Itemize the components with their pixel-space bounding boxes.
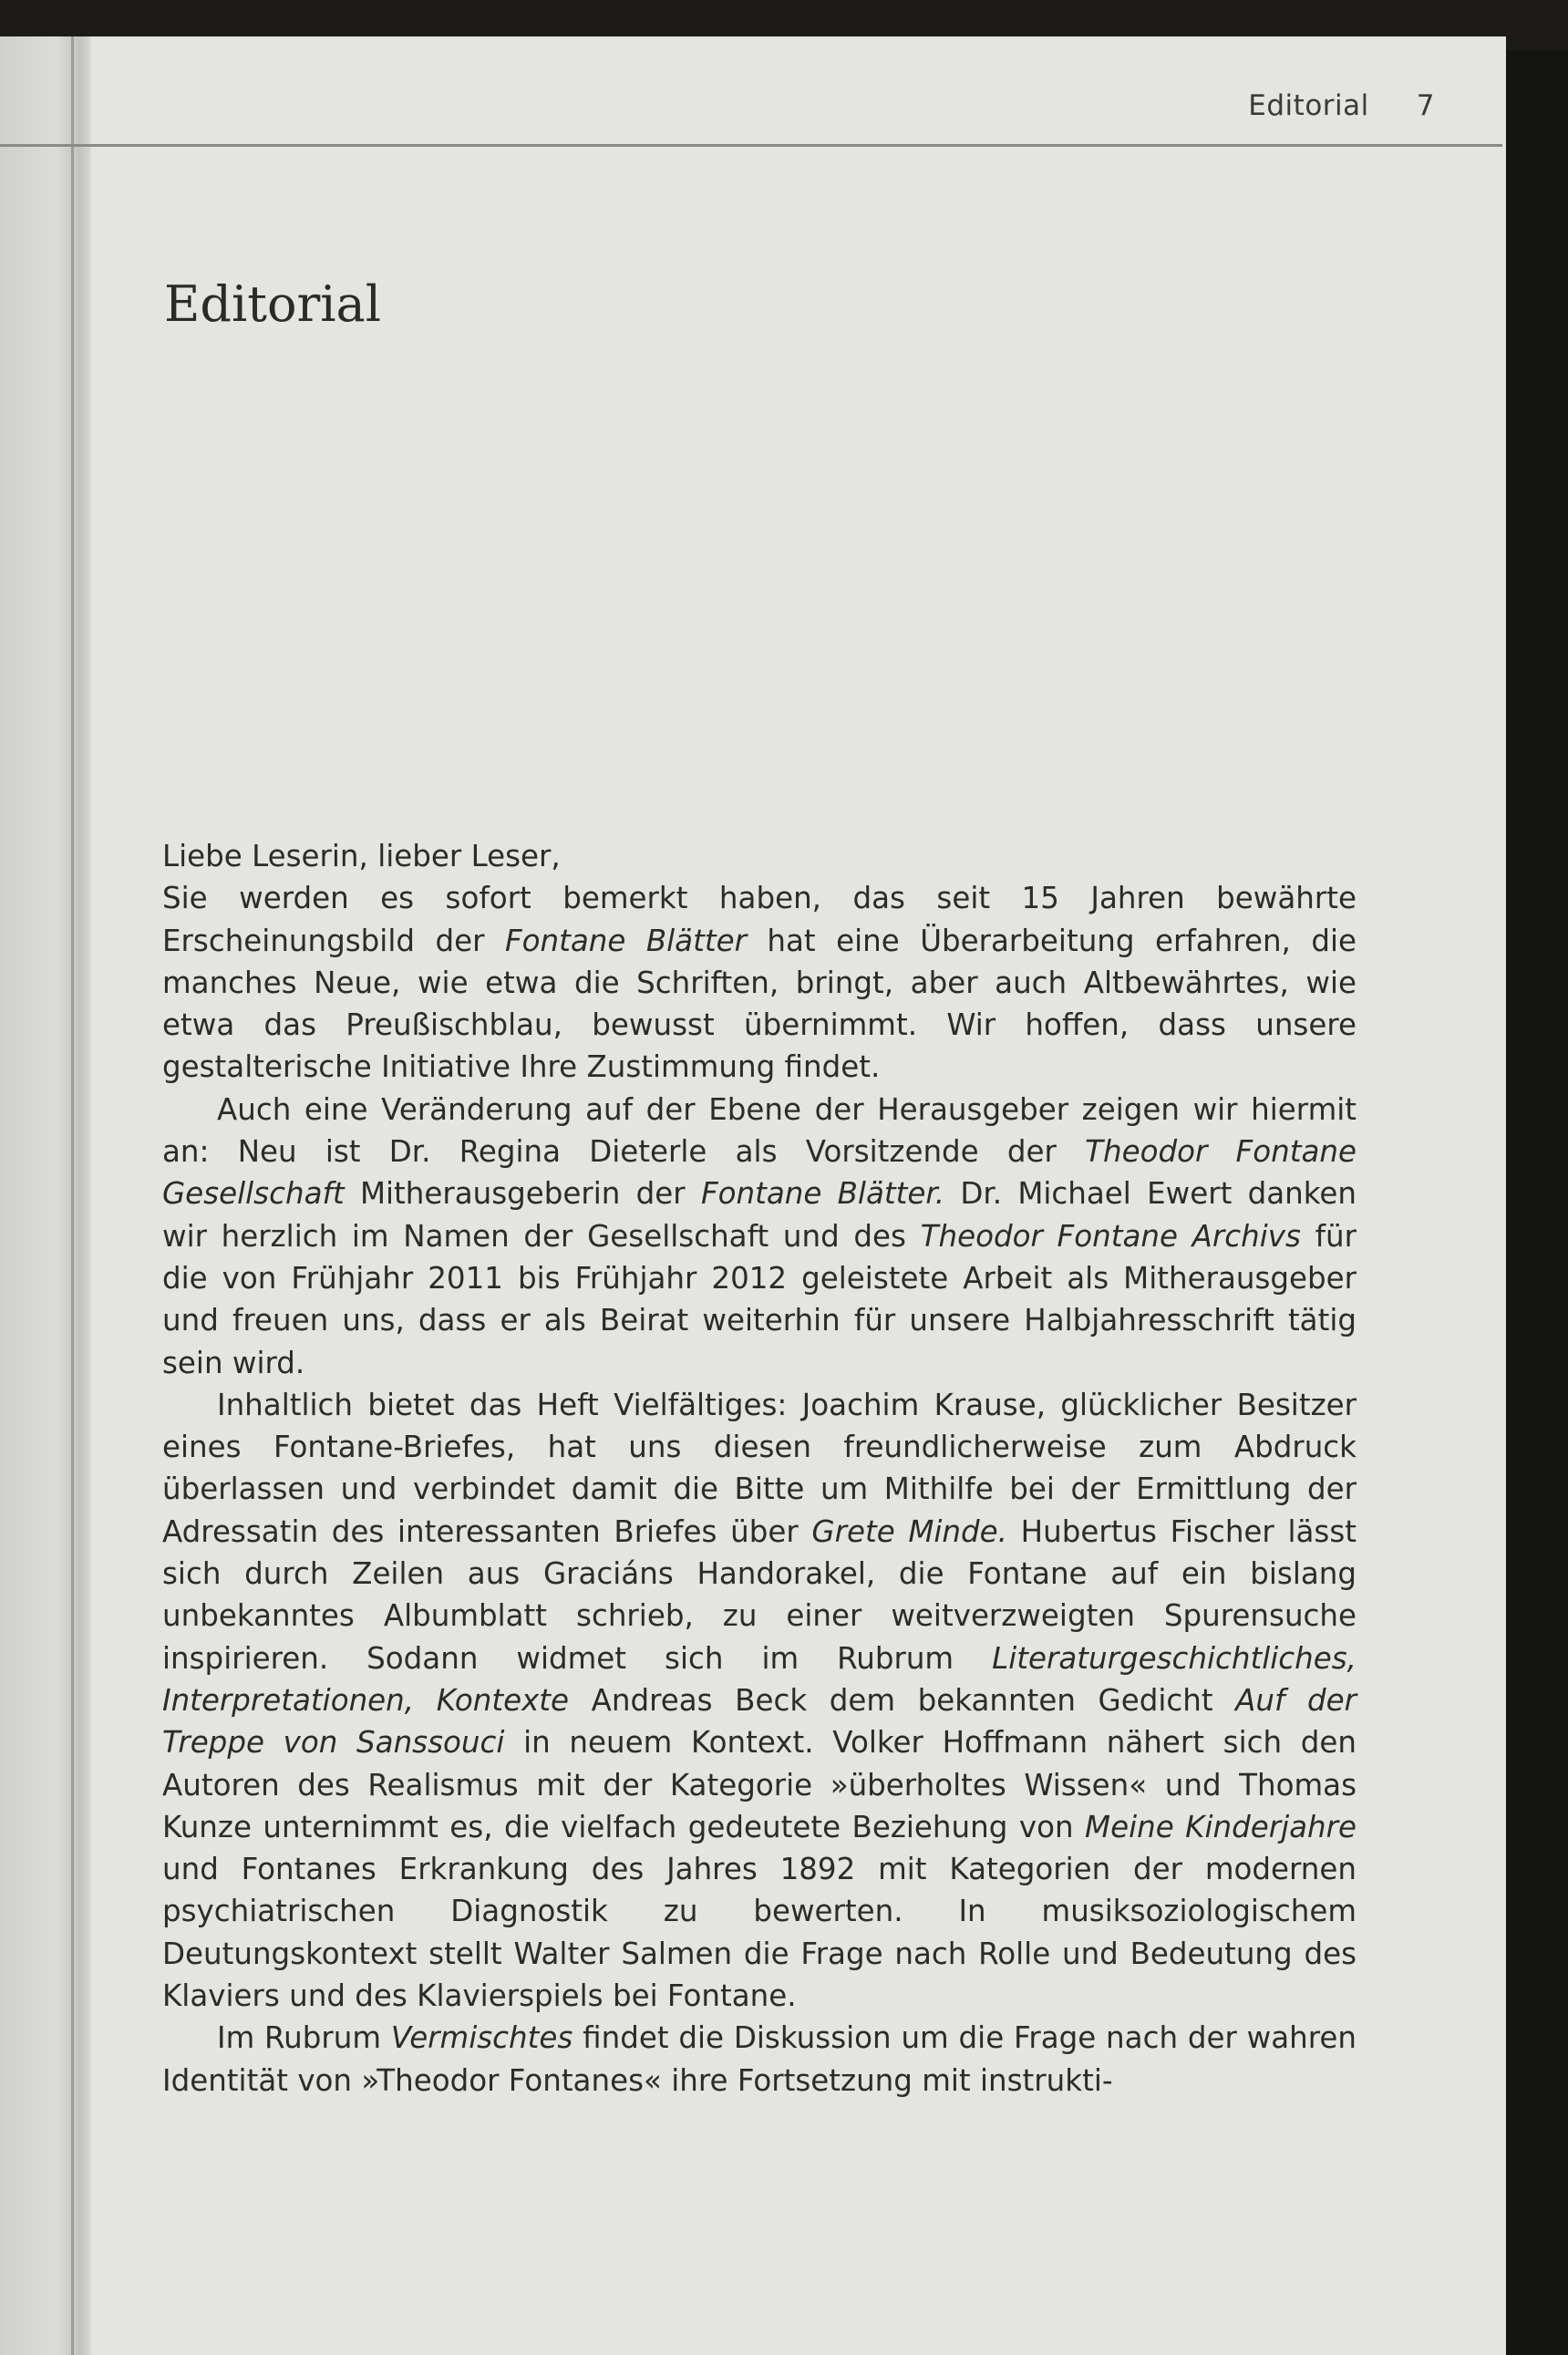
paragraph [162,1089,1357,1384]
text-run: Mitherausgeberin der [344,1176,701,1212]
text-run: Hubertus Fischer lässt sich durch Zeilen aus Graciáns Handorakel, die Fontane auf ein bislang unbekanntes Albumblatt schrieb, zu einer weitverzweigten Spurensuche inspirieren. Sodann widmet sich im Rubrum [162,1513,1357,1676]
book-gutter [0,36,91,2355]
text-run: Dr. Michael Ewert danken wir herzlich im Namen der Gesellschaft und des [162,1176,1357,1254]
paragraph [162,1384,1357,2017]
article-title: Editorial [164,275,382,333]
background-edge [1506,50,1568,2355]
italic-title: Fontane Blätter. [700,1176,945,1212]
text-run: Im Rubrum [217,2020,391,2056]
text-run: Auch eine Veränderung auf der Ebene der Herausgeber zeigen wir hiermit an: Neu ist Dr. Regina Dieterle als Vorsitzende der [162,1091,1357,1170]
text-run: für die von Frühjahr 2011 bis Frühjahr 2012 geleistete Arbeit als Mitherausgeber und freuen uns, dass er als Beirat weiterhin für unsere Halbjahresschrift tätig sein wird. [162,1218,1357,1380]
text-run: Sie werden es sofort bemerkt haben, das seit 15 Jahren bewährte Erscheinungsbild der [162,881,1357,958]
text-run: und Fontanes Erkrankung des Jahres 1892 mit Kategorien der modernen psychiatrischen Diagnostik zu bewerten. In musiksoziologischem Deutungskontext stellt Walter Salmen die Frage nach Rolle und Bedeutung des Klaviers und des Klavierspiels bei Fontane. [162,1852,1357,2014]
paragraph [162,877,1357,1088]
italic-title: Grete Minde. [811,1513,1007,1549]
header-rule [0,144,1502,147]
italic-title: Auf der Treppe von Sanssouci [162,1682,1357,1761]
book-page [0,36,1506,2355]
paragraph [162,2017,1357,2102]
italic-title: Vermischtes [390,2020,573,2056]
italic-title: Theodor Fontane Gesellschaft [162,1134,1357,1212]
running-head [1248,89,1435,122]
italic-title: Literaturgeschichtliches, Interpretationen, Kontexte [162,1640,1357,1718]
text-run: hat eine Überarbeitung erfahren, die manches Neue, wie etwa die Schriften, bringt, aber auch Altbewährtes, wie etwa das Preußischblau, bewusst übernimmt. Wir hoffen, dass unsere gestalterische Initiative Ihre Zustimmung findet. [162,923,1357,1085]
salutation: Liebe Leserin, lieber Leser, [162,839,561,873]
text-run: Andreas Beck dem bekannten Gedicht [569,1682,1236,1718]
text-run: in neuem Kontext. Volker Hoffmann nähert sich den Autoren des Realismus mit der Kategorie »überholtes Wissen« und Thomas Kunze unternimmt es, die vielfach gedeutete Beziehung von [162,1725,1357,1844]
article-body [162,835,1357,2102]
page-number: 7 [1416,89,1435,122]
running-head-section: Editorial [1248,89,1369,122]
italic-title: Meine Kinderjahre [1085,1809,1357,1844]
italic-title: Fontane Blätter [504,923,747,958]
gutter-fold-line [71,36,74,2355]
text-run: findet die Diskussion um die Frage nach der wahren Identität von »Theodor Fontanes« ihre Fortsetzung mit instrukti- [162,2020,1357,2098]
text-run: Inhaltlich bietet das Heft Vielfältiges: Joachim Krause, glücklicher Besitzer eines Fontane-Briefes, hat uns diesen freundlicherweise zum Abdruck überlassen und verbindet damit die Bitte um Mithilfe bei der Ermittlung der Adressatin des interessanten Briefes über [162,1387,1357,1549]
italic-title: Theodor Fontane Archivs [920,1218,1301,1254]
